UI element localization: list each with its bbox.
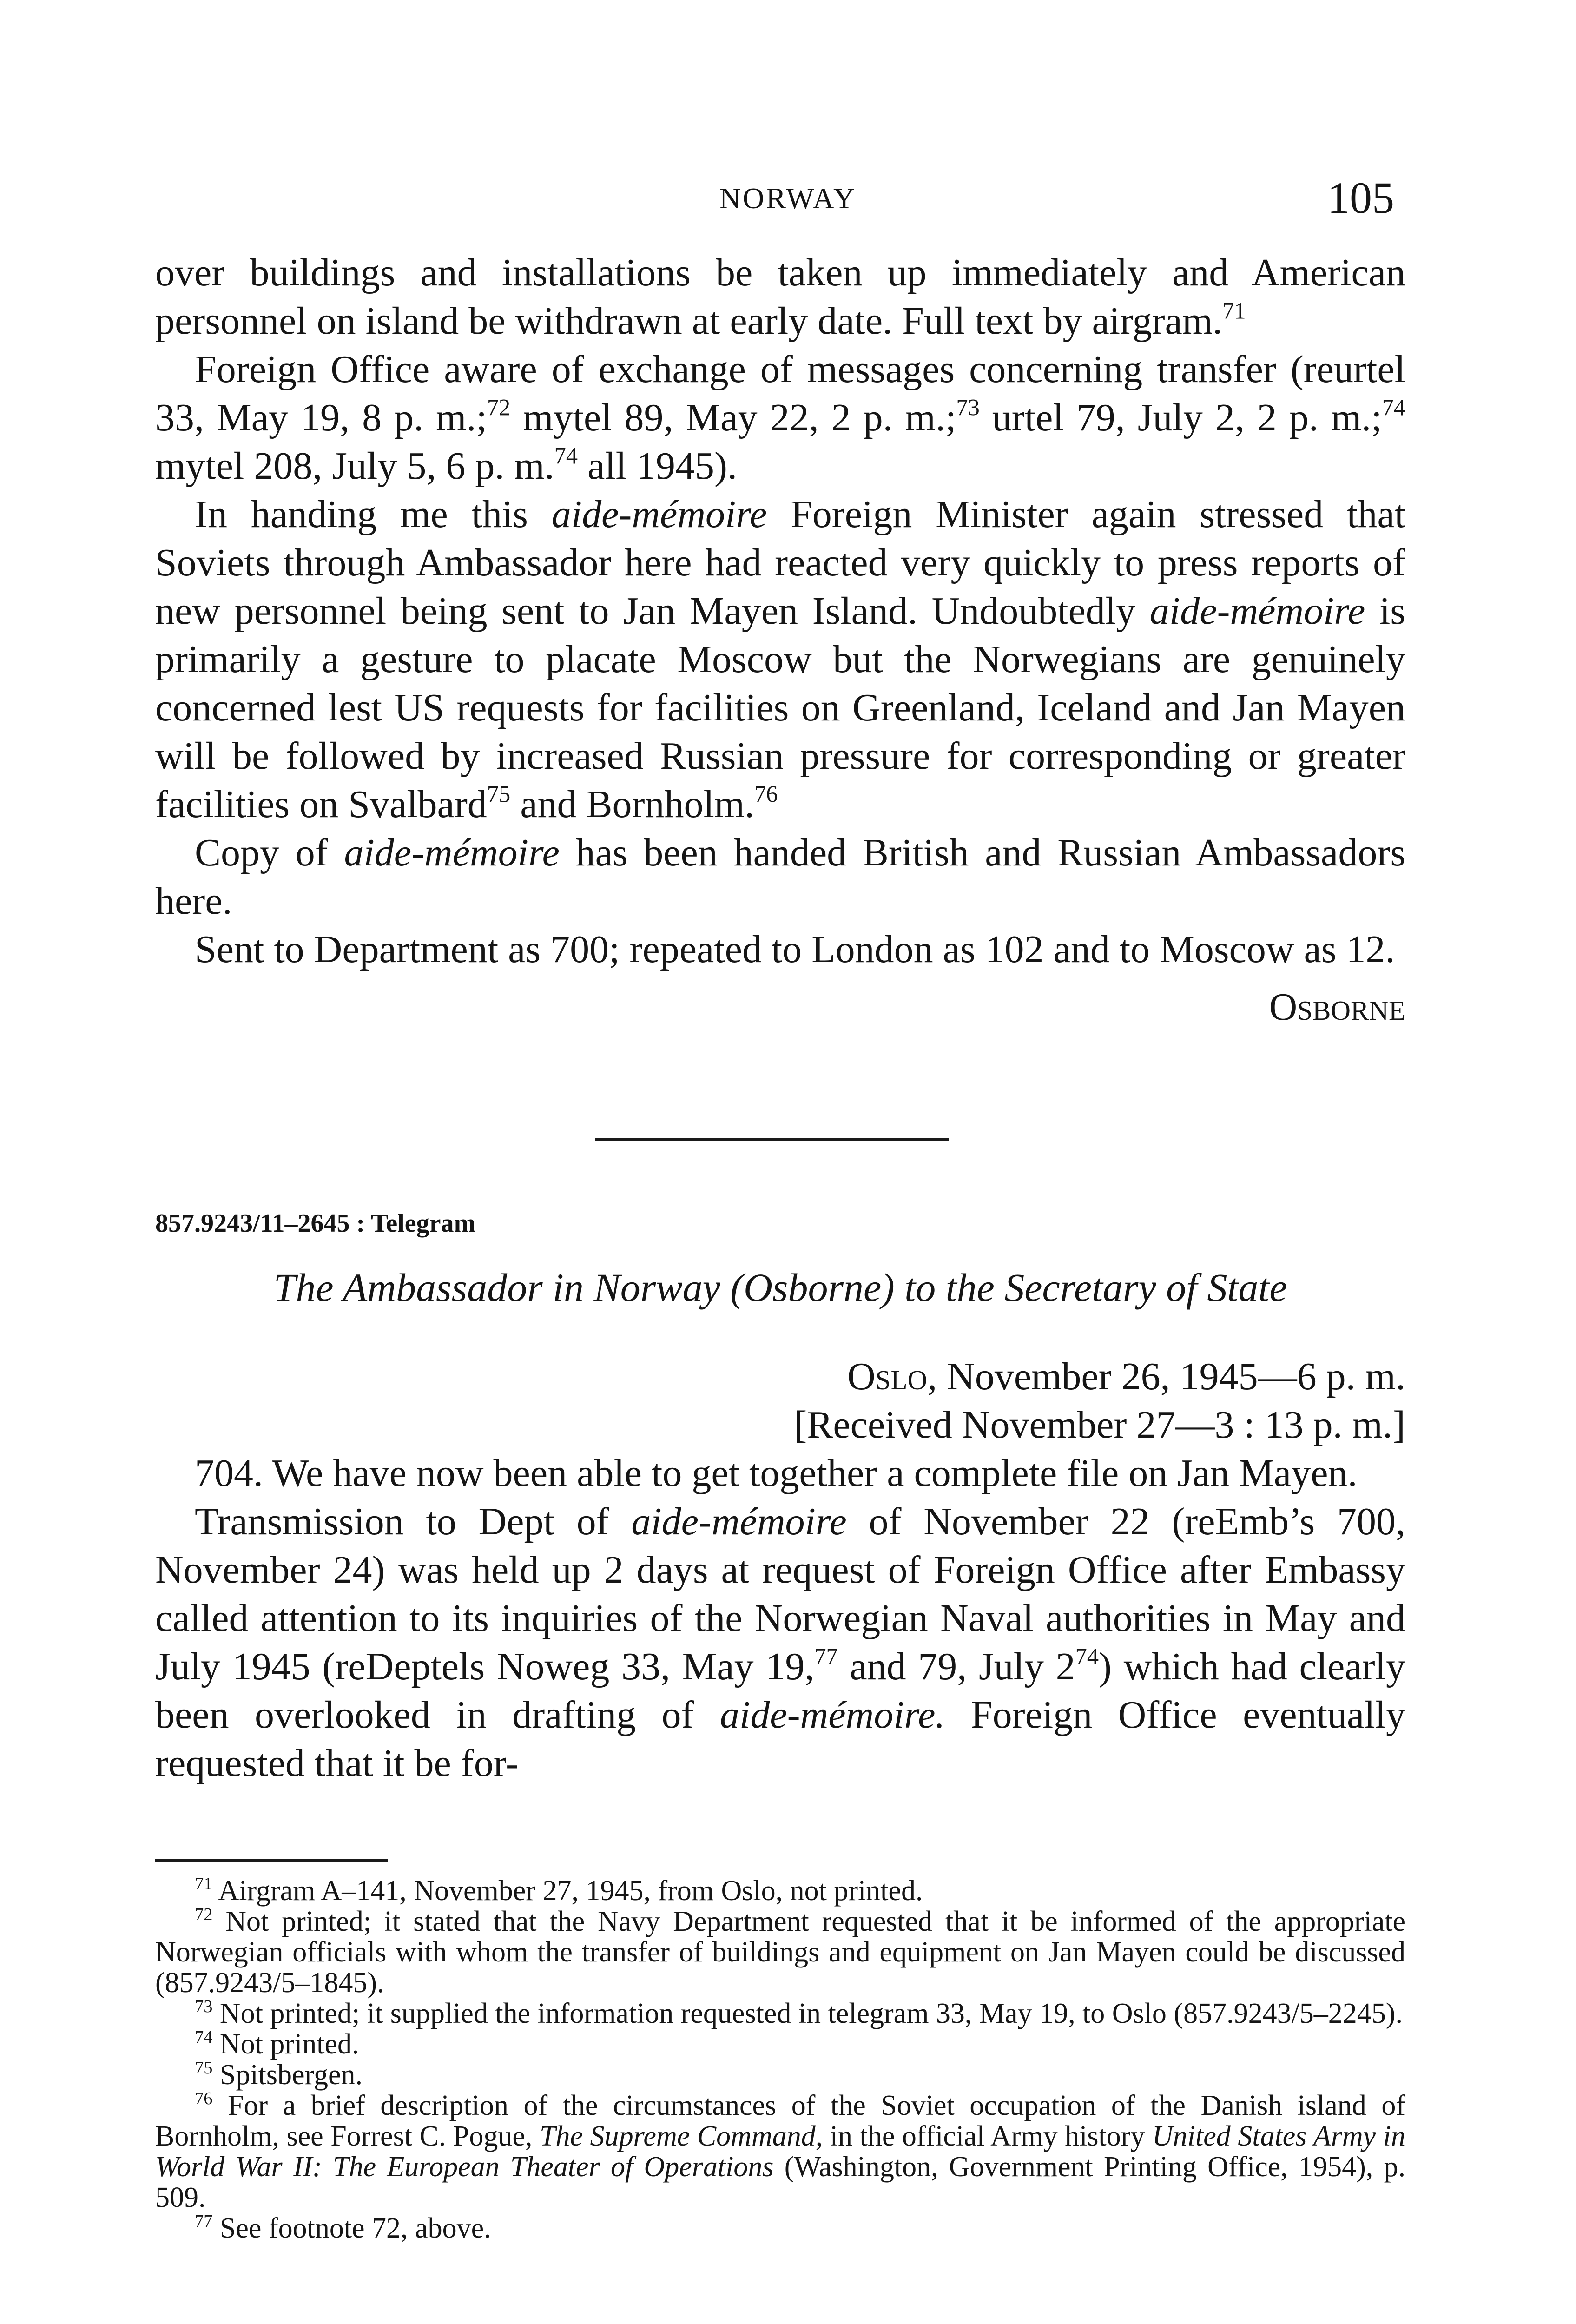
footnote-75: $^{75}$ Spitsbergen.	[195, 2058, 363, 2091]
footnote-72: $^{72}$ Not printed; it stated that the Navy Department requested that it be informed of the appropriate Norwegian officials with whom the transfer of buildings and equipment on Jan Mayen could be discussed (857.9243/5–1845).	[155, 1904, 1405, 1999]
footnote-ref: 73	[956, 394, 980, 421]
received-line: [Received November 27—3 : 13 p. m.]	[794, 1403, 1405, 1446]
paragraph-704: 704. We have now been able to get together a complete file on Jan Mayen.	[195, 1452, 1358, 1495]
paragraph-4: Copy of aide-mémoire has been handed British and Russian Ambassadors here.	[155, 831, 1406, 923]
document-title: The Ambassador in Norway (Osborne) to the Secretary of State	[273, 1265, 1287, 1310]
footnote-ref: 74	[1382, 394, 1406, 421]
paragraph-3: In handing me this aide-mémoire Foreign Minister again stressed that Soviets through Ambassador here had reacted very quickly to press reports of new personnel being sent to Jan Mayen Island. Undoubtedly aide-mémoire is primarily a gesture to placate Moscow but the Norwegians are genuinely concerned lest US requests for facilities on Greenland, Iceland and Jan Mayen will be followed by increased Russian pressure for corresponding or greater facilities on Svalbard$^{75}$ and Bornholm.$^{76}$	[155, 493, 1405, 826]
paragraph-5: Sent to Department as 700; repeated to London as 102 and to Moscow as 12.	[195, 928, 1395, 971]
footnote-77: $^{77}$ See footnote 72, above.	[195, 2211, 491, 2244]
document-file-number: 857.9243/11–2645 : Telegram	[155, 1209, 476, 1238]
footnote-ref: 71	[1222, 297, 1246, 324]
running-title: NORWAY	[719, 182, 857, 215]
footnote-73: $^{73}$ Not printed; it supplied the information requested in telegram 33, May 19, to Oslo (857.9243/5–2245).	[195, 1996, 1403, 2029]
footnote-ref: 74	[1075, 1643, 1099, 1670]
footnote-74: $^{74}$ Not printed.	[195, 2027, 359, 2060]
footnote-76: $^{76}$ For a brief description of the circumstances of the Soviet occupation of the Danish island of Bornholm, see Forrest C. Pogue, The Supreme Command, in the official Army history United States Army in World War II: The European Theater of Operations (Washington, Government Printing Office, 1954), p. 509.	[155, 2088, 1405, 2213]
running-header	[0, 172, 1576, 223]
dateline: Oslo, November 26, 1945—6 p. m.	[847, 1355, 1405, 1398]
footnotes	[155, 1875, 1405, 2244]
footnote-ref: 74	[554, 442, 578, 469]
telegram-continuation	[155, 249, 1405, 1031]
telegram-body	[155, 1353, 1405, 1788]
footnote-ref: 76	[754, 781, 778, 807]
page-number: 105	[1327, 173, 1394, 223]
footnote-ref: 75	[487, 781, 511, 807]
paragraph-transmission: Transmission to Dept of aide-mémoire of November 22 (reEmb’s 700, November 24) was held up 2 days at request of Foreign Office after Embassy called attention to its inquiries of the Norwegian Naval authorities in May and July 1945 (reDeptels Noweg 33, May 19,77 and 79, July 2$^{74}$) which had clearly been overlooked in drafting of aide-mémoire. Foreign Office eventually requested that it be for-	[155, 1500, 1406, 1785]
footnote-divider	[155, 1859, 388, 1862]
signature: Osborne	[1269, 985, 1405, 1029]
paragraph-2: Foreign Office aware of exchange of messages concerning transfer (reurtel 33, May 19, 8 p. m.;$^{72}$ mytel 89, May 22, 2 p. m.;$^{73}$ urtel 79, July 2, 2 p. m.;$^{74}$ mytel 208, July 5, 6 p. m.$^{74}$ all 1945).	[155, 348, 1406, 488]
section-divider	[595, 1138, 949, 1141]
footnote-ref: 77	[814, 1643, 838, 1670]
footnote-ref: 72	[487, 394, 511, 421]
paragraph-1: over buildings and installations be taken up immediately and American personnel on island be withdrawn at early date. Full text by airgram.$^{71}$	[155, 251, 1405, 343]
footnote-71: $^{71}$ Airgram A–141, November 27, 1945, from Oslo, not printed.	[195, 1874, 923, 1907]
